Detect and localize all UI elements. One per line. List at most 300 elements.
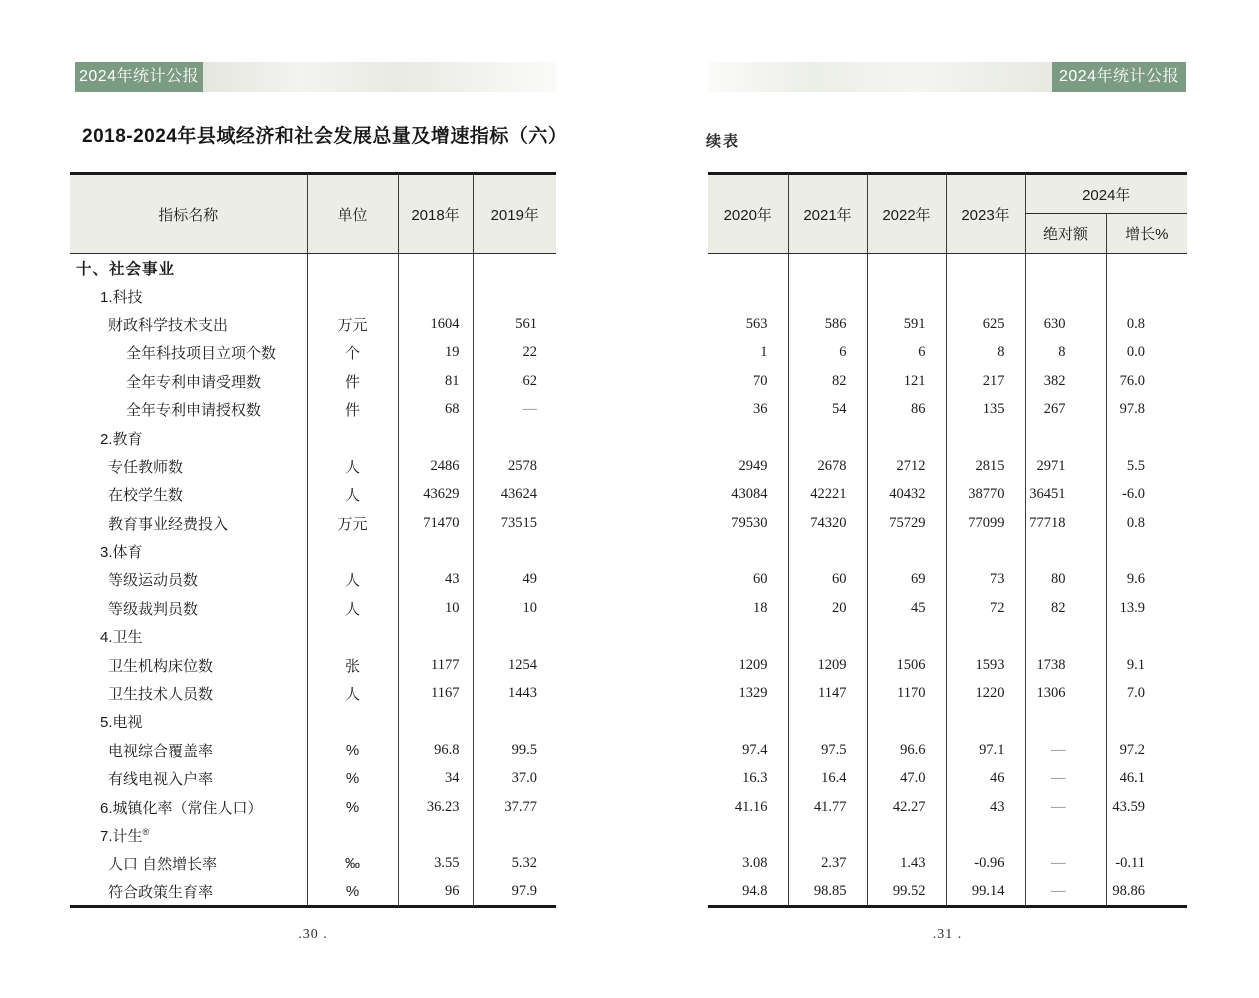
table-row (708, 424, 1187, 452)
col-header-2023: 2023年 (946, 174, 1025, 254)
value-2021-cell (788, 282, 867, 310)
value-2021-cell: 16.4 (788, 765, 867, 793)
value-2020-cell (708, 424, 788, 452)
value-2021-cell: 74320 (788, 509, 867, 537)
unit-cell: 件 (307, 367, 398, 395)
table-row (708, 566, 1187, 594)
right-table-body (708, 254, 1187, 907)
value-2022-cell: 1506 (867, 651, 946, 679)
left-banner-strip (203, 62, 557, 92)
value-2022-cell: 6 (867, 339, 946, 367)
value-2018-cell (398, 821, 473, 849)
value-2024-growth-cell: 46.1 (1106, 765, 1187, 793)
value-2024-absolute-cell: — (1025, 850, 1106, 878)
table-row (708, 339, 1187, 367)
value-2024-growth-cell (1106, 821, 1187, 849)
value-2019-cell: 1254 (473, 651, 556, 679)
value-2018-cell (398, 254, 473, 282)
value-2023-cell (946, 537, 1025, 565)
indicator-name-cell: 6.城镇化率（常住人口） (70, 793, 307, 821)
table-row (708, 651, 1187, 679)
unit-cell (307, 537, 398, 565)
value-2023-cell (946, 708, 1025, 736)
table-row (708, 623, 1187, 651)
value-2024-absolute-cell: 36451 (1025, 481, 1106, 509)
value-2024-absolute-cell: 80 (1025, 566, 1106, 594)
table-row (708, 850, 1187, 878)
value-2024-absolute-cell: 1306 (1025, 679, 1106, 707)
value-2024-growth-cell: 98.86 (1106, 878, 1187, 906)
value-2019-cell (473, 254, 556, 282)
value-2022-cell (867, 821, 946, 849)
value-2023-cell (946, 623, 1025, 651)
value-2023-cell: 1220 (946, 679, 1025, 707)
value-2020-cell: 43084 (708, 481, 788, 509)
indicator-name-cell: 卫生技术人员数 (70, 679, 307, 707)
table-row (70, 765, 556, 793)
value-2021-cell: 82 (788, 367, 867, 395)
value-2024-growth-cell: 0.0 (1106, 339, 1187, 367)
value-2018-cell: 36.23 (398, 793, 473, 821)
table-row (70, 537, 556, 565)
table-row (70, 623, 556, 651)
value-2019-cell: 37.0 (473, 765, 556, 793)
value-2024-absolute-cell (1025, 424, 1106, 452)
value-2019-cell: 37.77 (473, 793, 556, 821)
table-row (70, 566, 556, 594)
value-2024-absolute-cell: 8 (1025, 339, 1106, 367)
value-2023-cell: -0.96 (946, 850, 1025, 878)
value-2021-cell: 97.5 (788, 736, 867, 764)
value-2023-cell: 625 (946, 310, 1025, 338)
value-2023-cell: 97.1 (946, 736, 1025, 764)
indicator-name-cell: 等级运动员数 (70, 566, 307, 594)
col-header-2020: 2020年 (708, 174, 788, 254)
table-row (70, 594, 556, 622)
value-2022-cell: 86 (867, 395, 946, 423)
unit-cell: % (307, 878, 398, 906)
col-header-2018: 2018年 (398, 174, 473, 254)
value-2022-cell: 45 (867, 594, 946, 622)
right-banner-strip (708, 62, 1052, 92)
value-2022-cell: 1.43 (867, 850, 946, 878)
value-2024-growth-cell: 0.8 (1106, 310, 1187, 338)
value-2021-cell: 1147 (788, 679, 867, 707)
value-2024-absolute-cell: 1738 (1025, 651, 1106, 679)
value-2024-absolute-cell: — (1025, 765, 1106, 793)
table-row (708, 452, 1187, 480)
value-2021-cell: 41.77 (788, 793, 867, 821)
value-2018-cell: 43629 (398, 481, 473, 509)
value-2024-absolute-cell: 630 (1025, 310, 1106, 338)
table-row (70, 424, 556, 452)
value-2024-absolute-cell: 382 (1025, 367, 1106, 395)
value-2019-cell: 99.5 (473, 736, 556, 764)
value-2024-growth-cell: 76.0 (1106, 367, 1187, 395)
indicator-name-cell: 7.计生® (70, 821, 307, 849)
value-2022-cell: 1170 (867, 679, 946, 707)
value-2020-cell (708, 821, 788, 849)
value-2024-growth-cell: 9.6 (1106, 566, 1187, 594)
table-row (70, 509, 556, 537)
value-2024-growth-cell: 5.5 (1106, 452, 1187, 480)
col-header-2019: 2019年 (473, 174, 556, 254)
value-2019-cell (473, 821, 556, 849)
unit-cell (307, 254, 398, 282)
value-2024-growth-cell (1106, 537, 1187, 565)
value-2021-cell: 6 (788, 339, 867, 367)
value-2024-growth-cell (1106, 282, 1187, 310)
value-2023-cell: 135 (946, 395, 1025, 423)
value-2019-cell (473, 537, 556, 565)
unit-cell: 人 (307, 481, 398, 509)
table-row (70, 452, 556, 480)
value-2021-cell: 2678 (788, 452, 867, 480)
value-2020-cell: 1 (708, 339, 788, 367)
value-2024-growth-cell: 7.0 (1106, 679, 1187, 707)
unit-cell: % (307, 736, 398, 764)
indicator-name-cell: 全年专利申请受理数 (70, 367, 307, 395)
unit-cell (307, 708, 398, 736)
indicator-name-cell: 十、社会事业 (70, 254, 307, 282)
value-2022-cell: 591 (867, 310, 946, 338)
value-2024-absolute-cell: — (1025, 793, 1106, 821)
value-2019-cell: 561 (473, 310, 556, 338)
unit-cell: % (307, 765, 398, 793)
value-2020-cell (708, 623, 788, 651)
value-2023-cell: 73 (946, 566, 1025, 594)
value-2021-cell: 1209 (788, 651, 867, 679)
unit-cell: 件 (307, 395, 398, 423)
indicator-name-cell: 教育事业经费投入 (70, 509, 307, 537)
table-row (708, 736, 1187, 764)
value-2018-cell (398, 424, 473, 452)
table-row (708, 254, 1187, 282)
table-row (708, 395, 1187, 423)
value-2024-growth-cell (1106, 708, 1187, 736)
table-row (70, 310, 556, 338)
value-2019-cell: — (473, 395, 556, 423)
value-2020-cell: 94.8 (708, 878, 788, 906)
table-row (70, 395, 556, 423)
value-2023-cell: 38770 (946, 481, 1025, 509)
col-header-2024-span: 2024年 (1025, 174, 1187, 214)
value-2023-cell (946, 282, 1025, 310)
value-2023-cell: 8 (946, 339, 1025, 367)
table-row (708, 708, 1187, 736)
value-2018-cell: 10 (398, 594, 473, 622)
value-2018-cell: 2486 (398, 452, 473, 480)
value-2020-cell: 70 (708, 367, 788, 395)
value-2022-cell: 69 (867, 566, 946, 594)
value-2024-growth-cell: 97.8 (1106, 395, 1187, 423)
value-2023-cell: 1593 (946, 651, 1025, 679)
value-2018-cell: 3.55 (398, 850, 473, 878)
table-row (708, 821, 1187, 849)
value-2024-absolute-cell (1025, 537, 1106, 565)
indicator-name-cell: 卫生机构床位数 (70, 651, 307, 679)
value-2018-cell: 68 (398, 395, 473, 423)
table-row (708, 282, 1187, 310)
value-2021-cell (788, 424, 867, 452)
value-2024-growth-cell: 43.59 (1106, 793, 1187, 821)
value-2019-cell: 97.9 (473, 878, 556, 906)
col-header-indicator: 指标名称 (70, 174, 307, 254)
value-2024-absolute-cell (1025, 708, 1106, 736)
value-2022-cell: 99.52 (867, 878, 946, 906)
value-2018-cell: 1177 (398, 651, 473, 679)
value-2024-growth-cell (1106, 254, 1187, 282)
table-row (70, 708, 556, 736)
value-2024-growth-cell (1106, 424, 1187, 452)
left-table-body (70, 254, 556, 907)
indicator-name-cell: 2.教育 (70, 424, 307, 452)
col-header-2022: 2022年 (867, 174, 946, 254)
table-title: 2018-2024年县域经济和社会发展总量及增速指标（六） (82, 126, 568, 147)
value-2019-cell: 1443 (473, 679, 556, 707)
indicator-name-cell: 等级裁判员数 (70, 594, 307, 622)
value-2021-cell (788, 254, 867, 282)
table-row (70, 736, 556, 764)
col-header-2024-growth: 增长% (1106, 214, 1187, 254)
value-2024-growth-cell (1106, 623, 1187, 651)
value-2024-absolute-cell (1025, 254, 1106, 282)
table-row (70, 367, 556, 395)
indicator-name-cell: 在校学生数 (70, 481, 307, 509)
value-2018-cell: 34 (398, 765, 473, 793)
value-2022-cell: 96.6 (867, 736, 946, 764)
unit-cell (307, 821, 398, 849)
value-2020-cell (708, 708, 788, 736)
value-2024-growth-cell: 13.9 (1106, 594, 1187, 622)
value-2022-cell (867, 424, 946, 452)
value-2022-cell: 40432 (867, 481, 946, 509)
table-row (70, 821, 556, 849)
value-2021-cell: 20 (788, 594, 867, 622)
value-2022-cell: 121 (867, 367, 946, 395)
table-row (70, 254, 556, 282)
value-2023-cell: 72 (946, 594, 1025, 622)
col-header-2024-absolute: 绝对额 (1025, 214, 1106, 254)
unit-cell: 人 (307, 452, 398, 480)
unit-cell: 万元 (307, 310, 398, 338)
value-2024-absolute-cell (1025, 821, 1106, 849)
unit-cell: 张 (307, 651, 398, 679)
value-2018-cell: 19 (398, 339, 473, 367)
page-number-left: .30 . (298, 927, 328, 942)
indicator-name-cell: 人口 自然增长率 (70, 850, 307, 878)
col-header-unit: 单位 (307, 174, 398, 254)
value-2022-cell (867, 282, 946, 310)
value-2019-cell: 22 (473, 339, 556, 367)
left-banner-badge: 2024年统计公报 (75, 62, 203, 92)
indicator-name-cell: 电视综合覆盖率 (70, 736, 307, 764)
unit-cell (307, 623, 398, 651)
value-2023-cell: 77099 (946, 509, 1025, 537)
value-2022-cell (867, 254, 946, 282)
unit-cell: 人 (307, 566, 398, 594)
left-header-row (70, 174, 556, 254)
unit-cell: 万元 (307, 509, 398, 537)
value-2018-cell (398, 708, 473, 736)
right-table (708, 172, 1187, 908)
table-row (70, 679, 556, 707)
value-2021-cell: 60 (788, 566, 867, 594)
value-2021-cell: 42221 (788, 481, 867, 509)
value-2021-cell (788, 537, 867, 565)
indicator-name-cell: 财政科学技术支出 (70, 310, 307, 338)
left-table (70, 172, 556, 908)
table-row (70, 850, 556, 878)
value-2024-absolute-cell: 2971 (1025, 452, 1106, 480)
value-2018-cell: 96 (398, 878, 473, 906)
value-2024-absolute-cell: — (1025, 736, 1106, 764)
table-row (708, 765, 1187, 793)
indicator-name-cell: 全年专利申请授权数 (70, 395, 307, 423)
indicator-name-cell: 4.卫生 (70, 623, 307, 651)
value-2018-cell (398, 623, 473, 651)
value-2024-growth-cell: -0.11 (1106, 850, 1187, 878)
table-row (708, 679, 1187, 707)
value-2020-cell: 60 (708, 566, 788, 594)
value-2024-absolute-cell: 82 (1025, 594, 1106, 622)
value-2020-cell: 16.3 (708, 765, 788, 793)
indicator-name-cell: 全年科技项目立项个数 (70, 339, 307, 367)
table-row (70, 339, 556, 367)
table-row (708, 594, 1187, 622)
value-2022-cell (867, 623, 946, 651)
unit-cell: ‰ (307, 850, 398, 878)
value-2023-cell: 2815 (946, 452, 1025, 480)
value-2024-growth-cell: 97.2 (1106, 736, 1187, 764)
value-2021-cell (788, 623, 867, 651)
table-row (70, 878, 556, 906)
table-row (708, 878, 1187, 906)
unit-cell: 人 (307, 679, 398, 707)
value-2019-cell: 43624 (473, 481, 556, 509)
indicator-name-cell: 专任教师数 (70, 452, 307, 480)
value-2021-cell (788, 821, 867, 849)
value-2023-cell (946, 821, 1025, 849)
table-row (708, 537, 1187, 565)
value-2023-cell: 46 (946, 765, 1025, 793)
value-2020-cell: 36 (708, 395, 788, 423)
value-2022-cell: 42.27 (867, 793, 946, 821)
value-2024-growth-cell: -6.0 (1106, 481, 1187, 509)
table-row (708, 509, 1187, 537)
value-2021-cell: 586 (788, 310, 867, 338)
value-2023-cell (946, 254, 1025, 282)
value-2022-cell (867, 708, 946, 736)
value-2018-cell (398, 537, 473, 565)
value-2018-cell: 1167 (398, 679, 473, 707)
value-2020-cell (708, 254, 788, 282)
value-2023-cell: 217 (946, 367, 1025, 395)
unit-cell: 人 (307, 594, 398, 622)
value-2020-cell: 1329 (708, 679, 788, 707)
value-2020-cell: 1209 (708, 651, 788, 679)
col-header-2021: 2021年 (788, 174, 867, 254)
value-2021-cell: 2.37 (788, 850, 867, 878)
value-2019-cell: 73515 (473, 509, 556, 537)
value-2020-cell (708, 282, 788, 310)
value-2021-cell: 54 (788, 395, 867, 423)
value-2022-cell (867, 537, 946, 565)
value-2024-absolute-cell (1025, 282, 1106, 310)
continued-table-label: 续表 (706, 133, 741, 150)
value-2022-cell: 47.0 (867, 765, 946, 793)
value-2024-absolute-cell: 77718 (1025, 509, 1106, 537)
value-2024-absolute-cell (1025, 623, 1106, 651)
value-2019-cell (473, 708, 556, 736)
value-2020-cell: 563 (708, 310, 788, 338)
indicator-name-cell: 符合政策生育率 (70, 878, 307, 906)
page-number-right: .31 . (932, 927, 963, 942)
value-2018-cell (398, 282, 473, 310)
value-2023-cell: 43 (946, 793, 1025, 821)
value-2019-cell (473, 424, 556, 452)
value-2024-absolute-cell: — (1025, 878, 1106, 906)
value-2018-cell: 43 (398, 566, 473, 594)
value-2019-cell (473, 282, 556, 310)
value-2022-cell: 2712 (867, 452, 946, 480)
value-2020-cell: 97.4 (708, 736, 788, 764)
unit-cell (307, 424, 398, 452)
value-2024-growth-cell: 0.8 (1106, 509, 1187, 537)
indicator-name-cell: 3.体育 (70, 537, 307, 565)
value-2019-cell: 2578 (473, 452, 556, 480)
value-2018-cell: 81 (398, 367, 473, 395)
value-2019-cell: 62 (473, 367, 556, 395)
value-2019-cell (473, 623, 556, 651)
indicator-name-cell: 有线电视入户率 (70, 765, 307, 793)
table-row (70, 282, 556, 310)
value-2020-cell: 2949 (708, 452, 788, 480)
value-2020-cell: 41.16 (708, 793, 788, 821)
value-2020-cell (708, 537, 788, 565)
value-2019-cell: 10 (473, 594, 556, 622)
indicator-name-cell: 5.电视 (70, 708, 307, 736)
value-2018-cell: 1604 (398, 310, 473, 338)
footnote-marker: ® (142, 827, 150, 837)
unit-cell: % (307, 793, 398, 821)
value-2020-cell: 18 (708, 594, 788, 622)
right-header-row-top (708, 174, 1187, 214)
unit-cell (307, 282, 398, 310)
table-row (708, 367, 1187, 395)
unit-cell: 个 (307, 339, 398, 367)
value-2018-cell: 96.8 (398, 736, 473, 764)
value-2019-cell: 49 (473, 566, 556, 594)
value-2024-growth-cell: 9.1 (1106, 651, 1187, 679)
value-2021-cell (788, 708, 867, 736)
table-row (70, 481, 556, 509)
table-row (70, 793, 556, 821)
value-2019-cell: 5.32 (473, 850, 556, 878)
value-2023-cell: 99.14 (946, 878, 1025, 906)
value-2021-cell: 98.85 (788, 878, 867, 906)
table-row (708, 310, 1187, 338)
value-2020-cell: 79530 (708, 509, 788, 537)
value-2022-cell: 75729 (867, 509, 946, 537)
indicator-name-cell: 1.科技 (70, 282, 307, 310)
value-2024-absolute-cell: 267 (1025, 395, 1106, 423)
value-2018-cell: 71470 (398, 509, 473, 537)
table-row (708, 481, 1187, 509)
table-row (70, 651, 556, 679)
table-row (708, 793, 1187, 821)
value-2023-cell (946, 424, 1025, 452)
